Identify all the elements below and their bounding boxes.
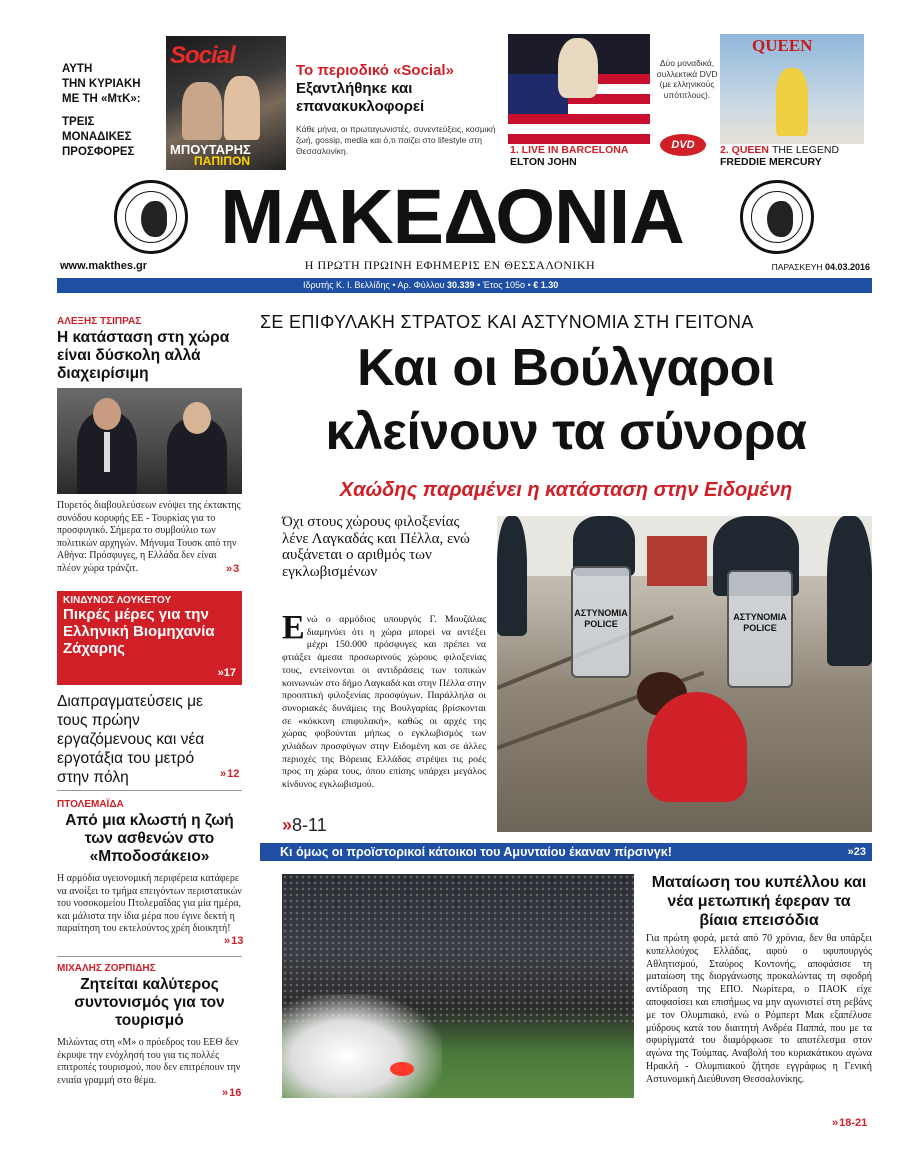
story-headline[interactable]: Η κατάσταση στη χώρα είναι δύσκολη αλλά διαχειρίσιμη xyxy=(57,329,230,382)
promo-body: Κάθε μήνα, οι πρωταγωνιστές, συνεντεύξεις, κοσμική ζωή, gossip, media και ό,τι παίζει στο lifestyle στη Θεσσαλονίκη. xyxy=(296,124,496,156)
sports-body: Για πρώτη φορά, μετά από 70 χρόνια, δεν θα υπάρξει κυπελλούχος Ελλάδας, αφού ο υφυπουργός Αθλητισμού, Σταύρος Κοντονής, αποφάσισε τη ματαίωση της διοργάνωσης προκαλώντας τη σφοδρή αντίδραση της ΕΠΟ. Νωρίτερα, ο ΠΑΟΚ είχε αποφασίσει και επισήμως να μην αγωνιστεί στη ρεβάνς με τον Ολυμπιακό, ενώ ο Ρόμπερτ Μακ εξαπέλυσε μύδρους κατά του διαιτητή Ανδρέα Παππά, που με τα σφυρίγματά του διαμόρφωσε το αποτέλεσμα στον αγώνα της Τούμπας. Αναβολή του κυριακάτικου αγώνα Ηρακλή - Ολυμπιακού ζήτησε εγγράφως η Γενική Αστυνομική Διεύθυνση Θεσσαλονίκης. xyxy=(646,933,872,1085)
promo-offer-line: ΤΡΕΙΣ xyxy=(62,116,95,128)
promo-title[interactable] xyxy=(296,62,506,116)
page-ref[interactable]: » 23 xyxy=(848,843,866,861)
cover-name-2: ΠΑΠΙΠΟΝ xyxy=(194,154,250,168)
summit-photo xyxy=(57,388,242,494)
date-value: 04.03.2016 xyxy=(824,262,870,272)
issue-number: 30.339 xyxy=(447,280,475,290)
promo-intro-line: ΜΕ ΤΗ «ΜτΚ»: xyxy=(62,93,141,105)
tie xyxy=(104,432,110,472)
idomeni-police-photo xyxy=(497,516,872,832)
story-body: Η αρμόδια υγειονομική περιφέρεια κατάφερε να ανοίξει το τμήμα επειγόντων περιστατικών του νοσοκομείου Πτολεμαΐδας για μία ημέρα, και μάλιστα την ίδια μέρα που έγινε δεκτή η παραίτηση του εκτελούντος χρέη διοικητή! xyxy=(57,873,242,934)
woman-red-jacket xyxy=(647,692,747,802)
page-ref[interactable]: » 16 xyxy=(222,1087,241,1099)
lead-headline-line1: Και οι Βούλγαροι xyxy=(357,339,775,397)
story-headline[interactable]: Διαπραγματεύσεις με τους πρώην εργαζόμενους και νέα εργοτάξια του μετρό στην πόλη xyxy=(57,693,205,786)
stadium-riot-photo xyxy=(282,874,634,1098)
police-officer xyxy=(827,516,872,666)
cover-person-2 xyxy=(224,76,260,140)
dvd2-caption-title: 2. QUEEN xyxy=(720,144,770,156)
page-ref[interactable]: » 18-21 xyxy=(832,1117,867,1129)
police-shield xyxy=(727,570,793,688)
piercing-banner[interactable] xyxy=(260,843,872,861)
performer-figure xyxy=(558,38,598,98)
founder-text: Ιδρυτής Κ. Ι. Βελλίδης • Αρ. Φύλλου xyxy=(303,280,445,290)
kicker: ΑΛΕΞΗΣ ΤΣΙΠΡΑΣ xyxy=(57,316,142,327)
promo-title-rest: Εξαντλήθηκε και επανακυκλοφορεί xyxy=(296,80,425,115)
promo-title-lead: Το περιοδικό «Social» xyxy=(296,62,454,79)
promo-offer-line: ΜΟΝΑΔΙΚΕΣ xyxy=(62,131,132,143)
dvd1-caption xyxy=(510,144,628,168)
story-body: Πυρετός διαβουλεύσεων ενόψει της έκτακτης συνόδου κορυφής ΕΕ - Τουρκίας για το προσφυγικό. Σήμερα το συμβούλιο των πολιτικών αρχηγών. Μήνυμα Τουσκ από την Αθήνα: Πρόσφυγες, η Ελλάδα δεν είναι πλέον χώρα τράνζιτ. xyxy=(57,500,241,574)
divider xyxy=(57,956,242,957)
lead-body-text: νώ ο αρμόδιος υπουργός Γ. Μουζάλας διαμηνύει ότι η χώρα μπορεί να αντέξει μέχρι 150.000 πρόσφυγες και πρέπει να φτιάξει άμεσα προσωρινούς χώρους φιλοξενίας τους, εντείνονται οι αντιδράσεις των τοπικών κοινωνιών στο δήμο Λαγκαδά και στην Πέλλα στην προοπτική φιλοξενίας προσφύγων. Παράλληλα οι συνοριακές δυνάμεις της Βουλγαρίας βρίσκονται σε «κόκκινη επιφυλακή», καθώς οι αρχές της χώρας φοβούνται μήπως ο εγκλωβισμός των χιλιάδων προσφύγων στην Ειδομένη και σε άλλες περιοχές της Βόρειας Ελλάδας στρέψει τις ροές προς τη χώρα τους, όπου επίσης υπάρχει μεγάλος κίνδυνος εγκλωβισμού. xyxy=(282,614,486,791)
dvd2-caption-tail: THE LEGEND xyxy=(771,144,840,156)
dvd1-caption-title: 1. LIVE IN BARCELONA xyxy=(510,144,629,156)
flare-smoke xyxy=(282,994,442,1098)
promo-intro-line: ΤΗΝ ΚΥΡΙΑΚΗ xyxy=(62,78,141,90)
story-body: Μιλώντας στη «Μ» ο πρόεδρος του ΕΕΘ δεν έκρυψε την ενόχλησή του για τις πολλές επιτροπές τουρισμού, που δεν επιτρέπουν την ενιαία γραμμή στο θέμα. xyxy=(57,1037,241,1086)
divider xyxy=(57,790,242,791)
shield-text-2: POLICE xyxy=(584,619,618,629)
lead-intro: Όχι στους χώρους φιλοξενίας λένε Λαγκαδάς και Πέλλα, ενώ αυξάνεται ο αριθμός των εγκλωβισμένων xyxy=(282,514,470,580)
social-magazine-cover[interactable] xyxy=(166,36,286,170)
lead-ref-pages: 8-11 xyxy=(292,815,327,835)
performer-figure xyxy=(776,68,808,136)
police-officer xyxy=(497,516,527,636)
queen-dvd-cover[interactable] xyxy=(720,34,864,144)
shield-text: ΑΣΤΥΝΟΜΙΑ xyxy=(733,612,787,622)
shield-text: ΑΣΤΥΝΟΜΙΑ xyxy=(574,608,628,618)
kicker: ΚΙΝΔΥΝΟΣ ΛΟΥΚΕΤΟΥ xyxy=(63,595,172,606)
police-shield xyxy=(571,566,631,678)
lead-body xyxy=(282,609,486,792)
page-ref[interactable]: » 17 xyxy=(218,667,236,679)
social-logo: Social xyxy=(170,42,235,69)
ref-arrow-icon: » xyxy=(282,815,293,835)
sugar-industry-box[interactable] xyxy=(57,591,242,685)
person-head xyxy=(93,398,121,430)
dvd-badge: DVD xyxy=(660,134,706,156)
cover-person-1 xyxy=(182,82,222,140)
kicker: ΠΤΟΛΕΜΑΪΔΑ xyxy=(57,799,124,810)
lead-headline[interactable] xyxy=(260,336,872,464)
dvd-offer-text: Δύο μοναδικά, συλλεκτικά DVD (με ελληνικούς υπότιτλους). xyxy=(656,58,718,100)
lead-headline-line2: κλείνουν τα σύνορα xyxy=(325,403,807,461)
banner-text: Κι όμως οι προϊστορικοί κάτοικοι του Αμυνταίου έκαναν πίρσινγκ! xyxy=(280,845,672,859)
sports-headline[interactable]: Ματαίωση του κυπέλλου και νέα μετωπική έφεραν τα βίαια επεισόδια xyxy=(651,874,867,929)
drop-cap: Ε xyxy=(282,609,305,646)
train xyxy=(647,536,707,586)
person-head xyxy=(183,402,211,434)
queen-cover-logo: QUEEN xyxy=(752,36,813,55)
story-headline[interactable]: Από μια κλωστή η ζωή των ασθενών στο «Μποδοσάκειο» xyxy=(65,812,234,865)
story-headline: Πικρές μέρες για την Ελληνική Βιομηχανία Ζάχαρης xyxy=(63,606,215,657)
seal-right-icon xyxy=(740,180,814,254)
promo-intro-line: ΑΥΤΗ xyxy=(62,63,93,75)
tagline: Η ΠΡΩΤΗ ΠΡΩΙΝΗ ΕΦΗΜΕΡΙΣ ΕΝ ΘΕΣΣΑΛΟΝΙΚΗ xyxy=(304,258,596,272)
masthead-title[interactable]: ΜΑΚΕΔΟΝΙΑ xyxy=(220,174,684,260)
cover-name: ΜΠΟΥΤΑΡΗΣ xyxy=(170,142,251,157)
issue-date xyxy=(720,262,870,272)
dvd1-caption-artist: ELTON JOHN xyxy=(510,156,577,168)
flare xyxy=(390,1062,414,1076)
lead-page-ref[interactable] xyxy=(282,815,327,836)
elton-john-dvd-cover[interactable] xyxy=(508,34,650,144)
dvd2-caption xyxy=(720,144,839,168)
seal-left-icon xyxy=(114,180,188,254)
page-ref[interactable]: » 13 xyxy=(224,935,243,947)
dvd2-caption-artist: FREDDIE MERCURY xyxy=(720,156,822,168)
promo-intro xyxy=(62,62,162,160)
page-ref[interactable]: » 12 xyxy=(220,768,239,780)
lead-subhead: Χαώδης παραμένει η κατάσταση στην Ειδομένη xyxy=(339,479,793,501)
issue-info-bar xyxy=(57,278,872,293)
promo-offer-line: ΠΡΟΣΦΟΡΕΣ xyxy=(62,146,135,158)
page-ref[interactable]: » 3 xyxy=(226,563,239,575)
lead-overline: ΣΕ ΕΠΙΦΥΛΑΚΗ ΣΤΡΑΤΟΣ ΚΑΙ ΑΣΤΥΝΟΜΙΑ ΣΤΗ ΓΕΙΤΟΝΑ xyxy=(260,312,754,332)
website-link[interactable]: www.makthes.gr xyxy=(60,260,148,272)
kicker: ΜΙΧΑΛΗΣ ΖΟΡΠΙΔΗΣ xyxy=(57,963,156,974)
story-headline[interactable]: Ζητείται καλύτερος συντονισμός για τον τουρισμό xyxy=(74,976,225,1029)
date-label: ΠΑΡΑΣΚΕΥΗ xyxy=(771,262,823,272)
year-text: • Έτος 105ο • xyxy=(477,280,531,290)
shield-text-2: POLICE xyxy=(743,623,777,633)
price: € 1.30 xyxy=(533,280,559,290)
